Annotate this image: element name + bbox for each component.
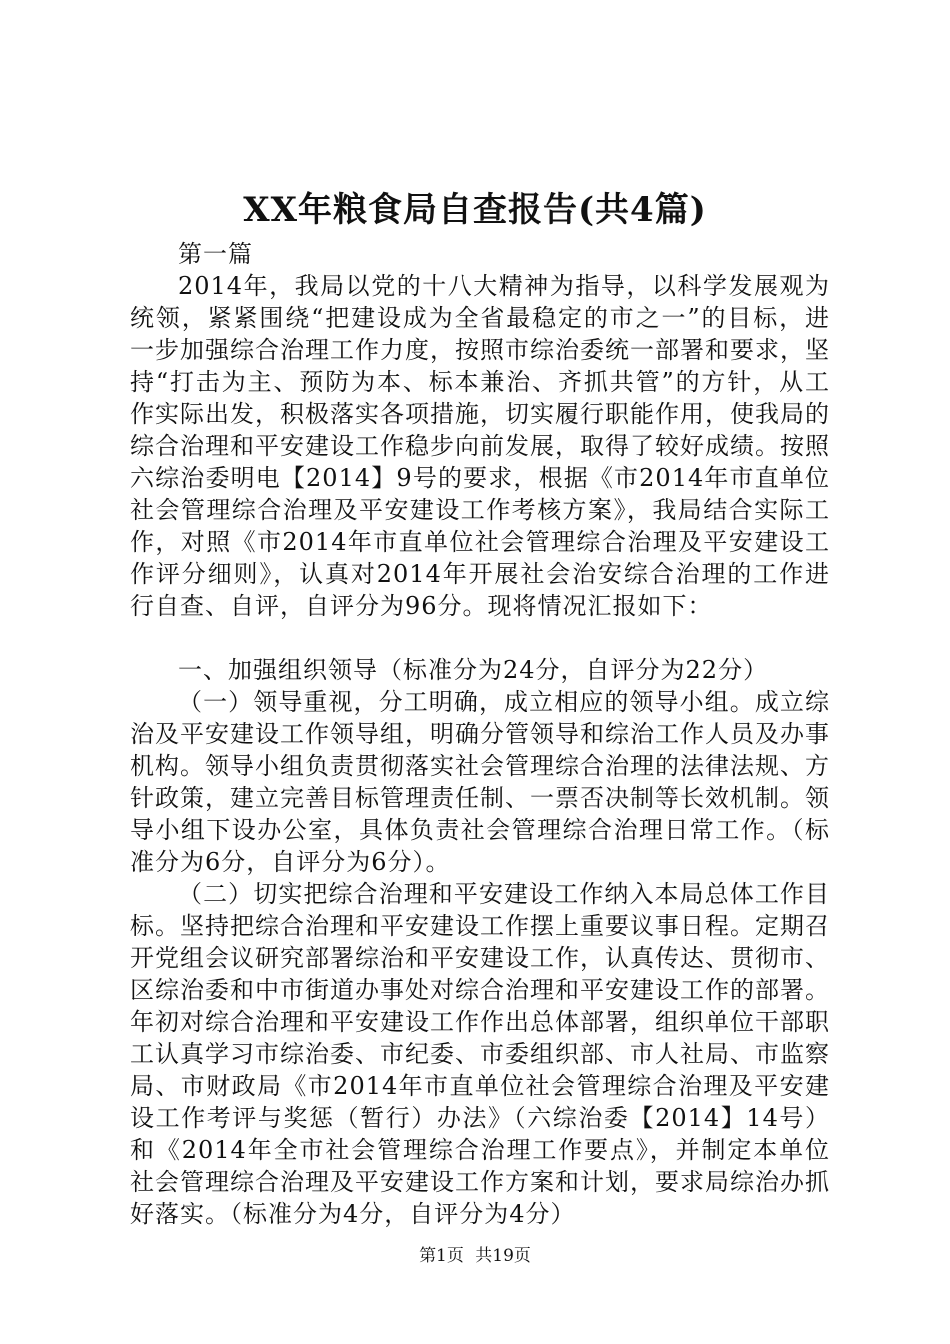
document-title: XX年粮食局自查报告(共4篇) bbox=[243, 190, 707, 230]
section-heading-organization: 一、加强组织领导（标准分为24分，自评分为22分） bbox=[178, 656, 769, 684]
paragraph-work-goals: （二）切实把综合治理和平安建设工作纳入本局总体工作目标。坚持把综合治理和平安建设工作摆上重要议事日程。定期召开党组会议研究部署综治和平安建设工作，认真传达、贯彻市、区综治委和中市街道办事处对综合治理和平安建设工作的部署。年初对综合治理和平安建设工作作出总体部署，组织单位干部职工认真学习市综治委、市纪委、市委组织部、市人社局、市监察局、市财政局《市2014年市直单位社会管理综合治理及平安建设工作考评与奖惩（暂行）办法》（六综治委【2014】14号）和《2014年全市社会管理综合治理工作要点》，并制定本单位社会管理综合治理及平安建设工作方案和计划，要求局综治办抓好落实。（标准分为4分，自评分为4分） bbox=[130, 880, 830, 1228]
document-body bbox=[130, 238, 830, 1230]
paragraph-intro: 2014年，我局以党的十八大精神为指导，以科学发展观为统领，紧紧围绕“把建设成为全省最稳定的市之一”的目标，进一步加强综合治理工作力度，按照市综治委统一部署和要求，坚持“打击为主、预防为本、标本兼治、齐抓共管”的方针，从工作实际出发，积极落实各项措施，切实履行职能作用，使我局的综合治理和平安建设工作稳步向前发展，取得了较好成绩。按照六综治委明电【2014】9号的要求，根据《市2014年市直单位社会管理综合治理及平安建设工作考核方案》，我局结合实际工作，对照《市2014年市直单位社会管理综合治理及平安建设工作评分细则》，认真对2014年开展社会治安综合治理的工作进行自查、自评，自评分为96分。现将情况汇报如下： bbox=[130, 272, 830, 620]
section-heading-part-one: 第一篇 bbox=[178, 240, 253, 268]
paragraph-leadership: （一）领导重视，分工明确，成立相应的领导小组。成立综治及平安建设工作领导组，明确分管领导和综治工作人员及办事机构。领导小组负责贯彻落实社会管理综合治理的法律法规、方针政策，建立完善目标管理责任制、一票否决制等长效机制。领导小组下设办公室，具体负责社会管理综合治理日常工作。（标准分为6分，自评分为6分）。 bbox=[130, 688, 830, 876]
page-footer: 第1页 共19页 bbox=[419, 1246, 531, 1266]
